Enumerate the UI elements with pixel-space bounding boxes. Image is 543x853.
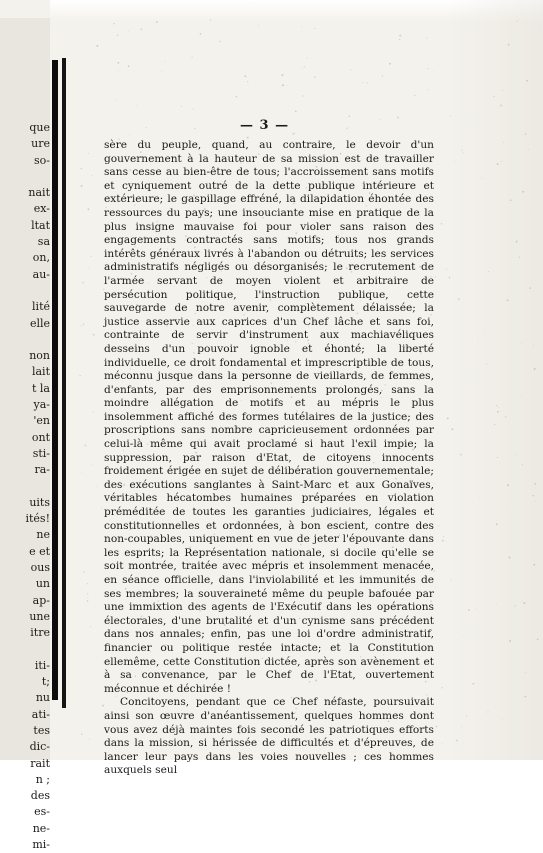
facing-page-fragment: sa bbox=[37, 235, 50, 249]
facing-page-fragment: t la bbox=[32, 381, 50, 395]
facing-page-fragment: iti- bbox=[34, 658, 50, 672]
body-text bbox=[104, 139, 434, 778]
facing-page-fragment: so- bbox=[34, 153, 50, 167]
facing-page-fragment: ous bbox=[30, 561, 50, 575]
facing-page-fragment: 'en bbox=[33, 414, 50, 428]
facing-page-fragment bbox=[2, 479, 50, 495]
facing-page-fragment: es- bbox=[34, 805, 50, 819]
facing-page-fragment: t; bbox=[41, 675, 50, 689]
facing-page-fragment: mi- bbox=[32, 838, 50, 852]
facing-page-fragment: on, bbox=[32, 251, 50, 265]
facing-page-fragment: non bbox=[29, 349, 50, 363]
facing-page-fragment bbox=[2, 283, 50, 299]
paragraph-2: Concitoyens, pendant que ce Chef néfaste, poursuivait ainsi son œuvre d'anéantissement, quelques hommes dont vous avez déjà maintes fois secondé les patriotiques efforts dans la mission, si hérissée de difficultés et d'épreuves, de lancer leur pays dans les voies nouvelles ; ces hommes auxquels seul bbox=[104, 696, 434, 777]
facing-page-fragment: nu bbox=[35, 691, 50, 705]
facing-page-fragment bbox=[2, 332, 50, 348]
facing-page-fragment: ltat bbox=[31, 218, 50, 232]
facing-page-fragment: ra- bbox=[34, 463, 50, 477]
facing-page-fragment: lait bbox=[31, 365, 50, 379]
facing-page-text-fragments bbox=[2, 120, 50, 853]
facing-page-fragment: elle bbox=[29, 316, 50, 330]
facing-page-fragment: e et bbox=[29, 544, 50, 558]
facing-page-fragment: ex- bbox=[33, 202, 50, 216]
facing-page-fragment: ont bbox=[31, 430, 50, 444]
facing-page-fragment: ati- bbox=[31, 707, 50, 721]
facing-page-fragment: une bbox=[29, 609, 50, 623]
facing-page-fragment: ure bbox=[31, 137, 50, 151]
facing-page-fragment: n ; bbox=[35, 772, 50, 786]
facing-page-fragment: au- bbox=[32, 267, 50, 281]
facing-page-fragment: un bbox=[35, 577, 50, 591]
facing-page-fragment: uits bbox=[29, 495, 50, 509]
facing-page-fragment: ne bbox=[36, 528, 50, 542]
binding-gutter-line-secondary bbox=[62, 58, 66, 708]
facing-page-fragment: ap- bbox=[32, 593, 50, 607]
facing-page-fragment: que bbox=[29, 121, 50, 134]
facing-page-fragment: lité bbox=[32, 300, 50, 314]
facing-page-fragment: itre bbox=[30, 626, 50, 640]
facing-page-fragment bbox=[2, 169, 50, 185]
facing-page-fragment: tes bbox=[33, 723, 50, 737]
facing-page-fragment bbox=[2, 642, 50, 658]
paragraph-1: sère du peuple, quand, au contraire, le devoir d'un gouvernement à la hauteur de sa mission est de travailler sans cesse au bien-être de tous; l'accroissement sans motifs et cyniquement outré de la dette publique intérieure et extérieure; le gaspillage effréné, la dilapidation éhontée des ressources du pays; une insouciante mise en pratique de la plus insigne mauvaise foi pour violer sans raison des engagements contractés sans motifs; tous nos grands intérêts généraux livrés à l'abandon ou détruits; les services administratifs négligés ou désorganisés; le recrutement de l'armée servant de moyen violent et arbitraire de persécution politique, l'instruction publique, cette sauvegarde de notre avenir, complètement délaissée; la justice asservie aux caprices d'un Chef lâche et sans foi, contrainte de servir d'instrument aux machiavéliques desseins d'un pouvoir ignoble et éhonté; la liberté individuelle, ce droit fondamental et imprescriptible de tous, méconnu jusque dans la personne de vieillards, de femmes, d'enfants, par des emprisonnements prolongés, sans la moindre allégation de motifs et au mépris le plus insolemment affiché des formes tutélaires de la justice; des proscriptions sans nombre capricieusement ordonnées par celui-là même qui avait proclamé si haut l'exil impie; la suppression, par raison d'Etat, de citoyens innocents froidement érigée en sujet de délibération gouvernementale; des exécutions sanglantes à Saint-Marc et aux Gonaïves, véritables hécatombes humaines préparées en violation préméditée de toutes les garanties judiciaires, légales et constitutionnelles et ordonnées, à bon escient, contre des non-coupables, uniquement en vue de jeter l'épouvante dans les esprits; la Représentation nationale, si docile qu'elle se soit montrée, traitée avec mépris et insolemment menacée, en séance officielle, dans l'inviolabilité et les immunités de ses membres; la souveraineté même du peuple bafouée par une immixtion des agents de l'Exécutif dans les opérations électorales, d'une brutalité et d'un cynisme sans précédent dans nos annales; enfin, pas une loi d'ordre administratif, financier ou politique restée intacte; et la Constitution ellemême, cette Constitution dictée, après son avènement et à sa convenance, par le Chef de l'Etat, ouvertement méconnue et déchirée ! bbox=[104, 139, 434, 695]
facing-page-fragment: dic- bbox=[29, 740, 50, 754]
binding-gutter-line bbox=[52, 60, 58, 700]
paper-edge-shadow bbox=[445, 0, 543, 760]
facing-page-fragment: sti- bbox=[32, 446, 50, 460]
facing-page-fragment: ya- bbox=[33, 398, 50, 412]
facing-page-fragment: des bbox=[30, 789, 50, 803]
page-number: — 3 — bbox=[240, 118, 290, 133]
facing-page-fragment: rait bbox=[30, 756, 50, 770]
facing-page-fragment: nait bbox=[28, 186, 50, 200]
facing-page-fragment: ne- bbox=[32, 821, 50, 835]
facing-page-fragment: ités! bbox=[25, 512, 50, 526]
